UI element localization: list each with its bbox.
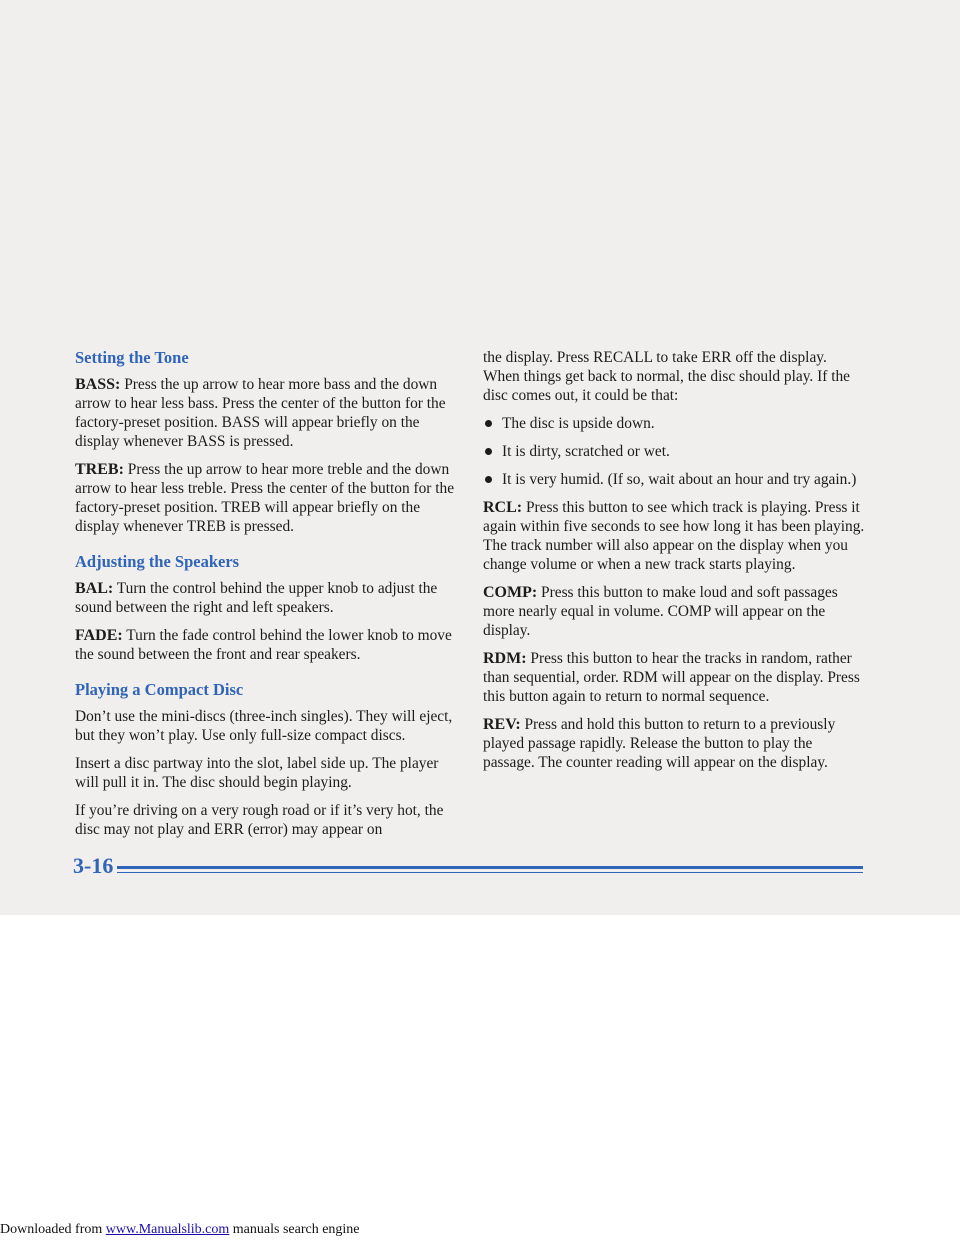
text-comp: Press this button to make loud and soft passages more nearly equal in volume. COMP will appear on the display.: [483, 584, 838, 639]
term-bass: BASS:: [75, 376, 121, 393]
heading-playing-compact-disc: Playing a Compact Disc: [75, 680, 244, 699]
term-treb: TREB:: [75, 461, 124, 478]
heading-setting-the-tone: Setting the Tone: [75, 348, 189, 367]
list-item-text: It is dirty, scratched or wet.: [502, 443, 670, 460]
term-rdm: RDM:: [483, 650, 527, 667]
list-item-text: It is very humid. (If so, wait about an hour and try again.): [502, 471, 857, 488]
term-comp: COMP:: [483, 584, 538, 601]
paragraph-bass: [75, 375, 457, 451]
right-column: [483, 348, 865, 781]
page-number: 3-16: [73, 853, 114, 878]
page-footer: [73, 853, 863, 883]
download-credit: [0, 1222, 360, 1238]
text-bal: Turn the control behind the upper knob to adjust the sound between the right and left speakers.: [75, 580, 438, 616]
paragraph-rcl: [483, 498, 865, 574]
footer-rule-thick: [117, 866, 863, 869]
text-fade: Turn the fade control behind the lower knob to move the sound between the front and rear speakers.: [75, 627, 452, 663]
bullet-icon: [485, 420, 492, 427]
list-item-text: The disc is upside down.: [502, 415, 655, 432]
paragraph-insert: Insert a disc partway into the slot, label side up. The player will pull it in. The disc should begin playing.: [75, 755, 439, 791]
footer-rule-thin: [117, 872, 863, 873]
manualslib-link[interactable]: www.Manualslib.com: [105, 1222, 230, 1237]
bullet-icon: [485, 476, 492, 483]
heading-adjusting-speakers: Adjusting the Speakers: [75, 552, 240, 571]
text-rev: Press and hold this button to return to a previously played passage rapidly. Release the button to play the passage. The counter reading will appear on the display.: [483, 716, 836, 771]
paragraph-treb: [75, 460, 457, 536]
text-rdm: Press this button to hear the tracks in random, rather than sequential, order. RDM will appear on the display. Press this button again to return to normal sequence.: [483, 650, 860, 705]
text-rcl: Press this button to see which track is playing. Press it again within five seconds to see how long it has been playing. The track number will also appear on the display when you change volume or when a new track starts playing.: [483, 499, 865, 573]
term-bal: BAL:: [75, 580, 114, 597]
text-treb: Press the up arrow to hear more treble and the down arrow to hear less treble. Press the center of the button for the factory-preset position. TREB will appear briefly on the display whenever TREB is pressed.: [75, 461, 455, 535]
text-bass: Press the up arrow to hear more bass and the down arrow to hear less bass. Press the center of the button for the factory-preset position. BASS will appear briefly on the display whenever BASS is pressed.: [75, 376, 446, 450]
download-suffix: manuals search engine: [229, 1222, 360, 1237]
term-rev: REV:: [483, 716, 521, 733]
bullet-list: [483, 414, 865, 489]
list-item: [483, 414, 865, 433]
paragraph-rev: [483, 715, 865, 772]
term-fade: FADE:: [75, 627, 123, 644]
left-column: [75, 348, 457, 848]
list-item: [483, 442, 865, 461]
bullet-icon: [485, 448, 492, 455]
download-prefix: Downloaded from: [0, 1222, 106, 1237]
paragraph-comp: [483, 583, 865, 640]
paragraph-fade: [75, 626, 457, 664]
paragraph-bal: [75, 579, 457, 617]
paragraph-rough-road: If you’re driving on a very rough road or if it’s very hot, the disc may not play and ERR (error) may appear on: [75, 802, 444, 838]
paragraph-err-continued: the display. Press RECALL to take ERR off the display. When things get back to normal, the disc should play. If the disc comes out, it could be that:: [483, 349, 851, 404]
paragraph-rdm: [483, 649, 865, 706]
term-rcl: RCL:: [483, 499, 523, 516]
list-item: [483, 470, 865, 489]
paragraph-minidisc: Don’t use the mini-discs (three-inch singles). They will eject, but they won’t play. Use only full-size compact discs.: [75, 708, 453, 744]
